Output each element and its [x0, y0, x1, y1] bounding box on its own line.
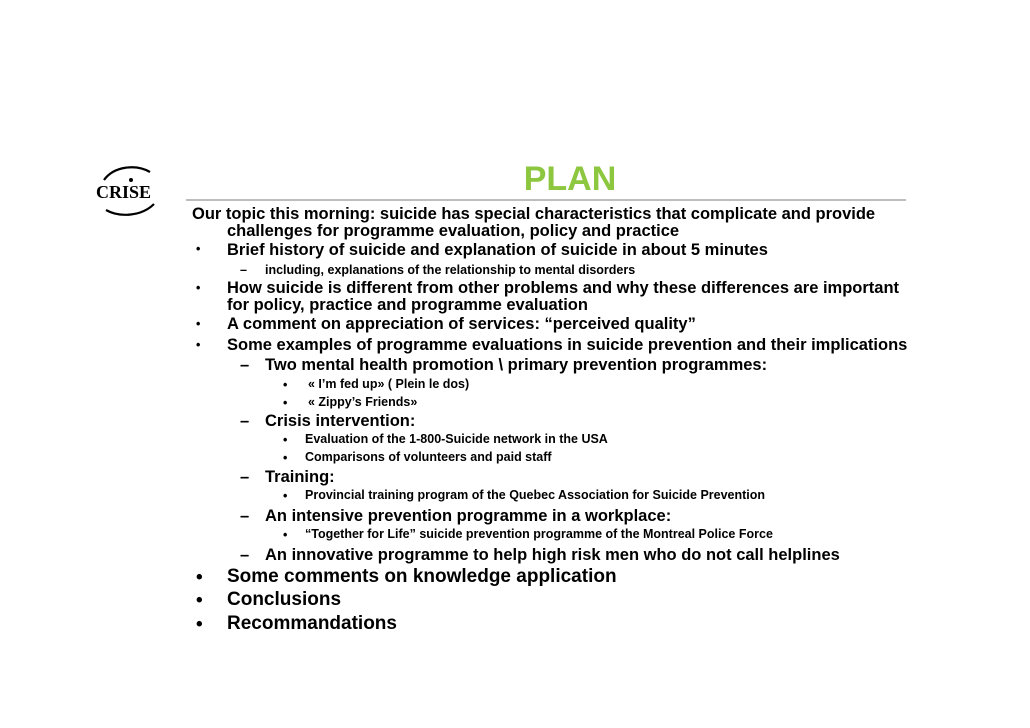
dash-marker: – — [240, 412, 250, 430]
bullet-knowledge-application: Some comments on knowledge application — [227, 566, 617, 587]
bullet-marker: • — [283, 451, 288, 465]
bullet-recommandations: Recommandations — [227, 613, 397, 634]
item-together-for-life: “Together for Life” suicide prevention programme of the Montreal Police Force — [305, 527, 773, 541]
bullet-marker: • — [196, 281, 201, 295]
dash-marker: – — [240, 356, 250, 374]
dash-marker: – — [240, 263, 247, 277]
bullet-marker: • — [283, 396, 288, 410]
bullet-differences-2: for policy, practice and programme evaluation — [227, 296, 588, 314]
bullet-marker: • — [283, 378, 288, 392]
item-fed-up: « I’m fed up» ( Plein le dos) — [308, 377, 470, 391]
item-quebec-training: Provincial training program of the Quebec Association for Suicide Prevention — [305, 488, 766, 502]
intro-line-2: challenges for programme evaluation, policy and practice — [227, 222, 680, 240]
dash-marker: – — [240, 507, 250, 525]
bullet-marker: • — [196, 590, 203, 611]
bullet-marker: • — [196, 242, 201, 256]
bullet-differences-1: How suicide is different from other problems and why these differences are important — [227, 279, 900, 297]
bullet-marker: • — [196, 338, 201, 352]
bullet-examples: Some examples of programme evaluations in suicide prevention and their implications — [227, 336, 908, 354]
dash-marker: – — [240, 468, 250, 486]
item-zippys-friends: « Zippy’s Friends» — [308, 395, 418, 409]
sub-innovative-programme: An innovative programme to help high risk men who do not call helplines — [265, 546, 840, 564]
bullet-marker: • — [283, 489, 288, 503]
bullet-marker: • — [196, 614, 203, 635]
dash-marker: – — [240, 546, 250, 564]
sub-promotion-programmes: Two mental health promotion \ primary prevention programmes: — [265, 356, 768, 374]
bullet-perceived-quality: A comment on appreciation of services: “perceived quality” — [227, 315, 696, 333]
sub-mental-disorders: including, explanations of the relationship to mental disorders — [265, 263, 636, 277]
bullet-marker: • — [196, 317, 201, 331]
sub-workplace-programme: An intensive prevention programme in a workplace: — [265, 507, 672, 525]
logo-wordmark: CRISE — [96, 182, 152, 202]
bullet-conclusions: Conclusions — [227, 589, 342, 610]
bullet-history: Brief history of suicide and explanation of suicide in about 5 minutes — [227, 241, 768, 259]
intro-line-1: Our topic this morning: suicide has special characteristics that complicate and provide — [192, 205, 876, 223]
bullet-marker: • — [196, 567, 203, 588]
item-volunteers-staff: Comparisons of volunteers and paid staff — [305, 450, 552, 464]
bullet-marker: • — [283, 433, 288, 447]
slide-title: PLAN — [523, 160, 617, 198]
bullet-marker: • — [283, 528, 288, 542]
sub-crisis-intervention: Crisis intervention: — [265, 412, 416, 430]
item-1800-suicide: Evaluation of the 1-800-Suicide network in the USA — [305, 432, 608, 446]
sub-training: Training: — [265, 468, 335, 486]
